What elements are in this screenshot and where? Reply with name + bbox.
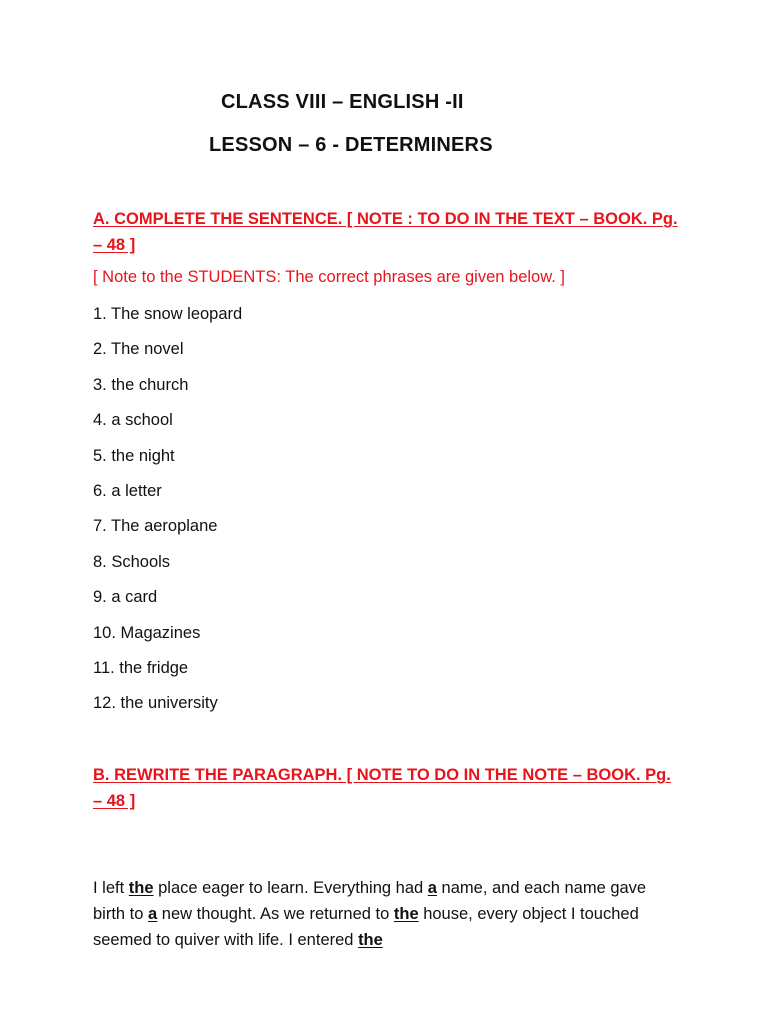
paragraph-text: I left bbox=[93, 878, 129, 897]
list-item: 9. a card bbox=[93, 588, 158, 607]
students-note: [ Note to the STUDENTS: The correct phrases are given below. ] bbox=[93, 268, 565, 286]
determiner: the bbox=[128, 878, 154, 897]
list-item: 4. a school bbox=[93, 411, 173, 430]
lesson-title: LESSON – 6 - DETERMINERS bbox=[209, 134, 493, 156]
list-item: 2. The novel bbox=[93, 340, 184, 359]
list-item: 6. a letter bbox=[93, 481, 162, 500]
determiner: the bbox=[393, 904, 419, 923]
section-a-heading: A. COMPLETE THE SENTENCE. [ NOTE : TO DO IN THE TEXT – BOOK. Pg. – 48 ] bbox=[93, 210, 678, 254]
answer-list bbox=[93, 303, 242, 728]
list-item: 8. Schools bbox=[93, 552, 171, 571]
list-item: 11. the fridge bbox=[93, 658, 189, 677]
determiner: the bbox=[358, 930, 383, 949]
paragraph-text: house, every object I touched seemed to quiver with life. I entered bbox=[93, 904, 639, 949]
list-item: 5. the night bbox=[93, 446, 175, 465]
list-item: 10. Magazines bbox=[93, 623, 201, 642]
paragraph-text: name, and each name gave birth to bbox=[93, 878, 647, 923]
determiner: a bbox=[427, 878, 437, 897]
list-item: 3. the church bbox=[93, 375, 189, 394]
list-item: 1. The snow leopard bbox=[93, 305, 243, 323]
paragraph-text: new thought. As we returned to bbox=[157, 904, 394, 923]
list-item: 12. the university bbox=[93, 694, 218, 713]
determiner: a bbox=[148, 904, 158, 923]
paragraph-text: place eager to learn. Everything had bbox=[153, 878, 428, 897]
section-b-heading: B. REWRITE THE PARAGRAPH. [ NOTE TO DO IN THE NOTE – BOOK. Pg. – 48 ] bbox=[93, 766, 671, 810]
class-title: CLASS VIII – ENGLISH -II bbox=[221, 91, 464, 113]
list-item: 7. The aeroplane bbox=[93, 517, 218, 536]
paragraph bbox=[93, 875, 673, 953]
